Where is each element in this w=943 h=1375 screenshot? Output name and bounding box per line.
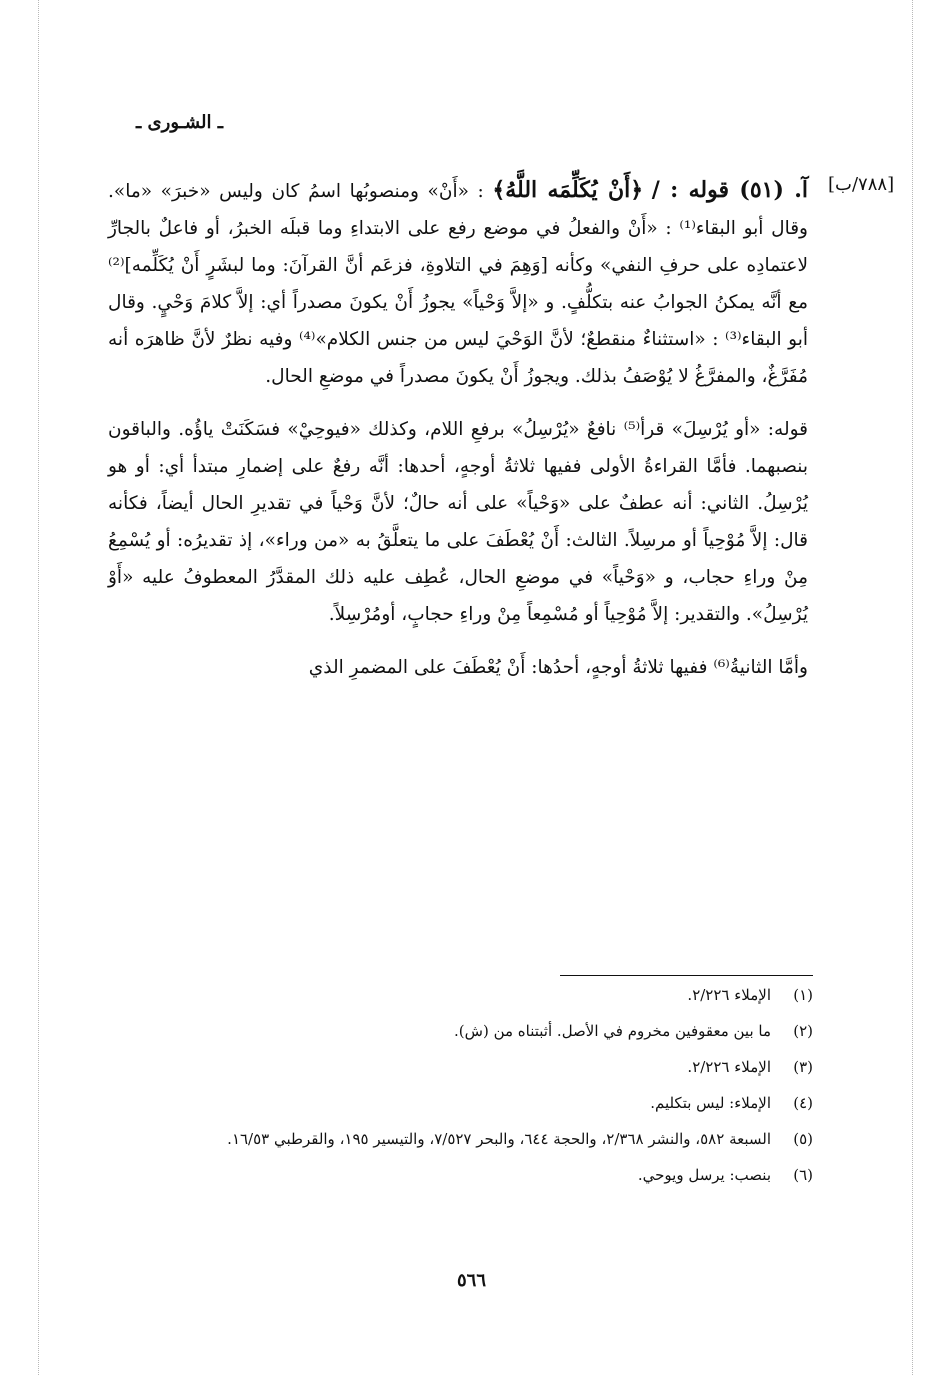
verse-number-lead: آ. (٥١) قوله : / xyxy=(651,177,809,203)
main-text xyxy=(108,172,808,702)
footnote-number: (٣) xyxy=(793,1058,813,1076)
footnote xyxy=(108,1127,813,1151)
footnote-number: (٢) xyxy=(793,1022,813,1040)
paragraph-text: : «أَنْ» ومنصوبُها اسمُ كان وليس «خبرَ» «ما». وقال أبو البقاء⁽¹⁾ : «أَنْ والفعلُ في موضع رفع على الابتداءِ وما قبلَه الخبرُ، أو فاعلٌ بالجارِّ لاعتمادِه على حرفِ النفي» وكأنه [وَهِمَ في التلاوةِ، فزعَم أنَّ القرآنَ: وما لبشَرٍ أَنْ يُكَلِّمه]⁽²⁾ مع أنَّه يمكنُ الجوابُ عنه بتكلُّفٍ. و «إلاَّ وَحْياً» يجوزُ أَنْ يكونَ مصدراً أي: إلاَّ كلامَ وَحْيٍ. وقال أبو البقاء⁽³⁾ : «استثناءٌ منقطعٌ؛ لأنَّ الوَحْيَ ليس من جنس الكلام»⁽⁴⁾ وفيه نظرٌ لأنَّ ظاهرَه أنه مُفَرَّغٌ، والمفرَّغُ لا يُوْصَفُ بذلك. ويجوزُ أَنْ يكونَ مصدراً في موضعِ الحال. xyxy=(108,181,808,387)
running-header: ـ الشـورى ـ xyxy=(136,112,223,133)
footnote-text: الإملاء: ليس بتكليم. xyxy=(650,1094,771,1112)
footnote-text: الإملاء ٢/٢٢٦. xyxy=(687,986,771,1004)
footnote-text: بنصب: يرسل ويوحي. xyxy=(637,1166,771,1184)
footnote-separator xyxy=(560,975,813,976)
footnote-number: (٦) xyxy=(793,1166,813,1184)
footnote-number: (٤) xyxy=(793,1094,813,1112)
footnote xyxy=(108,983,813,1007)
paragraph-text: قوله: «أو يُرْسِلَ» قرأ⁽⁵⁾ نافعٌ «يُرْسِلُ» برفعِ اللام، وكذلك «فيوحِيْ» فسَكَنَتْ ياؤُه. والباقون بنصبهما. فأمَّا القراءةُ الأولى ففيها ثلاثةُ أوجهٍ، أحدها: أنَّه رفعٌ على إضمارِ مبتدأ أي: أو هو يُرْسِلُ. الثاني: أنه عطفٌ على «وَحْياً» على أنه حالٌ؛ لأنَّ وَحْياً في تقديرِ الحال أيضاً، فكأنه قال: إلاَّ مُوْحِياً أو مرسِلاً. الثالث: أَنْ يُعْطَفَ على ما يتعلَّقُ به «من وراء»، إذ تقديرُه: أو يُسْمِعُ مِنْ وراءِ حجاب، و «وَحْياً» في موضعِ الحال، عُطِف عليه ذلك المقدَّرُ المعطوفُ عليه «أَوْ يُرْسِلُ». والتقدير: إلاَّ مُوْحِياً أو مُسْمِعاً مِنْ وراءِ حجابٍ، أومُرْسِلاً. xyxy=(108,419,808,625)
scan-margin-line xyxy=(38,0,39,1375)
manuscript-folio-ref: [٧٨٨/ب] xyxy=(828,174,895,195)
paragraph-text: وأمَّا الثانيةُ⁽⁶⁾ ففيها ثلاثةُ أوجهٍ، أحدُها: أَنْ يُعْطَفَ على المضمرِ الذي xyxy=(308,657,808,678)
footnote xyxy=(108,1019,813,1043)
footnote-text: ما بين معقوفين مخروم في الأصل. أثبتناه من (ش). xyxy=(454,1022,771,1040)
footnotes xyxy=(108,983,813,1199)
footnote-number: (١) xyxy=(793,986,813,1004)
page-number: ٥٦٦ xyxy=(456,1270,486,1291)
footnote xyxy=(108,1091,813,1115)
scan-margin-line xyxy=(912,0,913,1375)
paragraph xyxy=(108,411,808,633)
paragraph xyxy=(108,649,808,686)
footnote xyxy=(108,1163,813,1187)
paragraph xyxy=(108,172,808,395)
footnote-text: السبعة ٥٨٢، والنشر ٢/٣٦٨، والحجة ٦٤٤، والبحر ٧/٥٢٧، والتيسير ١٩٥، والقرطبي ١٦/٥٣. xyxy=(227,1130,771,1148)
footnote xyxy=(108,1055,813,1079)
quran-verse: ﴿أَنْ يُكَلِّمَه اللَّهُ﴾ xyxy=(492,177,644,203)
footnote-number: (٥) xyxy=(793,1130,813,1148)
footnote-text: الإملاء ٢/٢٢٦. xyxy=(687,1058,771,1076)
